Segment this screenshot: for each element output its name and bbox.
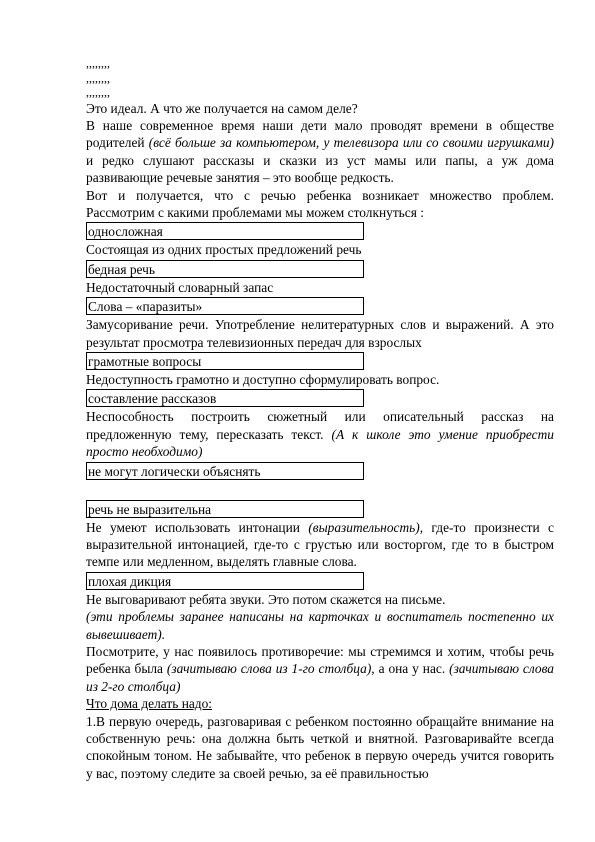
document-page (86, 56, 554, 782)
dots-line: ,,,,,,,, (86, 70, 110, 85)
dots-line: ,,,,,,,, (86, 56, 110, 70)
problem-description: Недостаточный словарный запас (86, 279, 274, 295)
dots-line: ,,,,,,,, (86, 85, 110, 99)
problem-card: грамотные вопросы (86, 352, 364, 370)
problem-description: Не выговаривают ребята звуки. Это потом скажется на письме. (86, 591, 446, 607)
problem-card: не могут логически объяснять (86, 462, 364, 480)
home-advice-1: 1.В первую очередь, разговаривая с ребенком постоянно обращайте внимание на собственную речь: она должна быть четкой и внятной. Разговаривайте всегда спокойным тоном. Не забывайте, что ребенок в первую очередь учится говорить у вас, поэтому следите за своей речью, за её правильностью (86, 713, 554, 781)
problem-description: Недоступность грамотно и доступно сформулировать вопрос. (86, 371, 440, 387)
home-section-title: Что дома делать надо: (86, 696, 213, 712)
problem-description: Неспособность построить сюжетный или описательный рассказ на предложенную тему, пересказать текст. (А к школе это умение приобрести просто необходимо) (86, 409, 554, 460)
cards-note: (эти проблемы заранее написаны на карточках и воспитатель постепенно их вывешивает). (86, 609, 554, 642)
ideal-paragraph: Это идеал. А что же получается на самом деле? (86, 100, 358, 116)
contradiction-paragraph: Посмотрите, у нас появилось противоречие: мы стремимся и хотим, чтобы речь ребенка была (зачитываю слова из 1-го столбца), а она у нас. (зачитываю слова из 2-го столбца) (86, 644, 554, 694)
blank-gap (86, 481, 554, 499)
problems-paragraph: Вот и получается, что с речью ребенка возникает множество проблем. Рассмотрим с какими проблемами мы можем столкнуться : (86, 187, 554, 220)
modern-time-paragraph: В наше современное время наши дети мало проводят времени в обществе родителей (всё больше за компьютером, у телевизора или со своими игрушками) и редко слушают рассказы и сказки из уст мамы или папы, а уж дома развивающие речевые занятия – это вообще редкость. (86, 117, 555, 186)
problem-description: Замусоривание речи. Употребление нелитературных слов и выражений. А это результат просмотра телевизионных передач для взрослых (86, 317, 554, 350)
problem-description: Состоящая из одних простых предложений речь (86, 242, 362, 258)
problem-card: бедная речь (86, 260, 364, 278)
problem-card: Слова – «паразиты» (86, 297, 364, 315)
problem-description: Не умеют использовать интонации (выразительность), где-то произнести с выразительной интонацией, где-то с грустью или восторгом, где то в быстром темпе или медленном, выделять главные слова. (86, 519, 554, 570)
problem-card: речь не выразительна (86, 500, 364, 518)
problem-card: односложная (86, 222, 364, 240)
problem-card: составление рассказов (86, 389, 364, 407)
problem-card: плохая дикция (86, 572, 364, 590)
